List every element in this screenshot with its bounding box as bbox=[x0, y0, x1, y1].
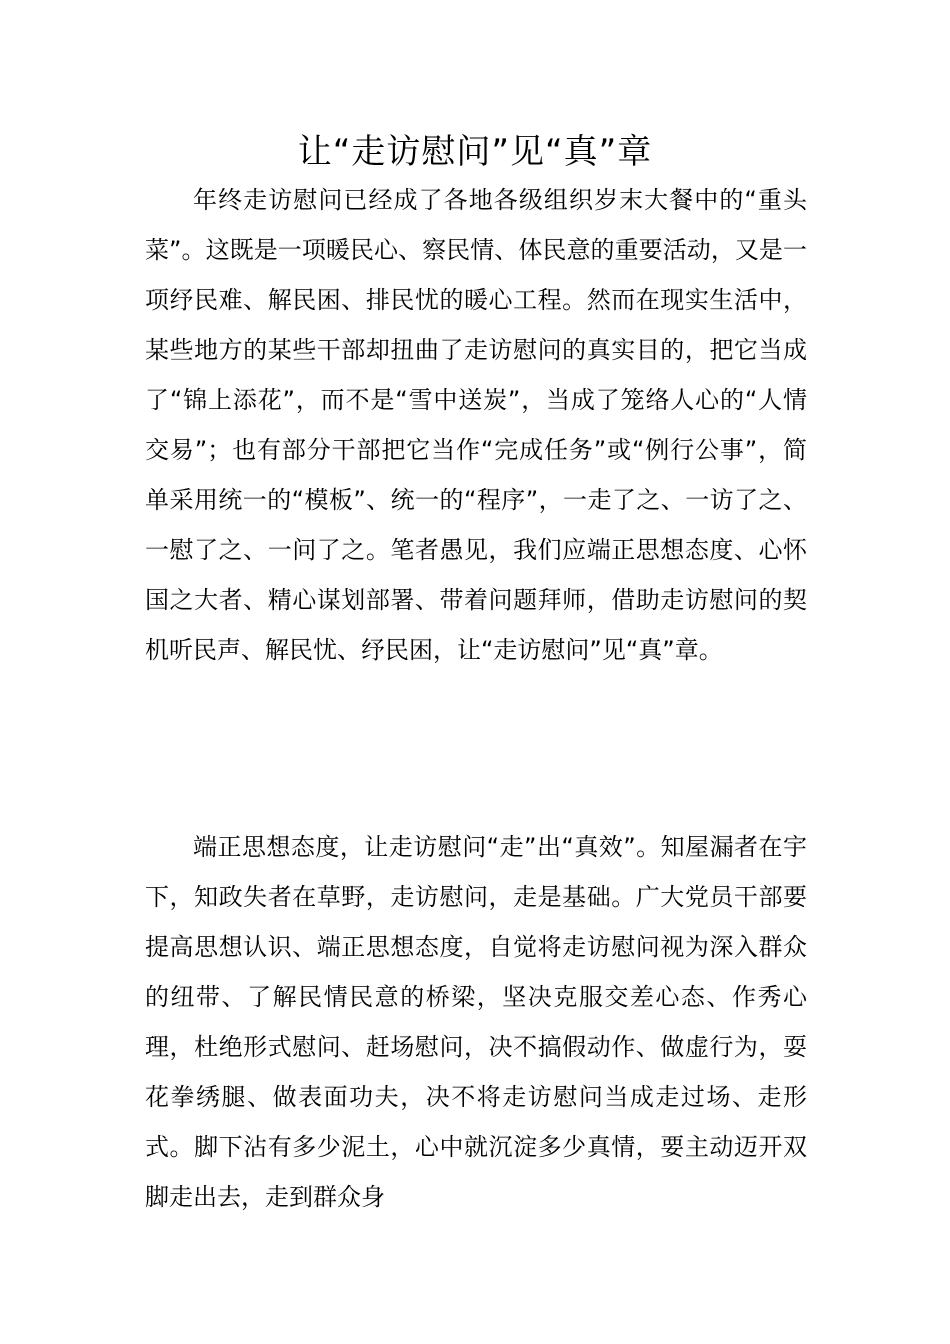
document-title: 让“走访慰问”见“真”章 bbox=[297, 132, 653, 172]
body-paragraph-1: 年终走访慰问已经成了各地各级组织岁末大餐中的“重头菜”。这既是一项暖民心、察民情、体民意的重要活动，又是一项纾民难、解民困、排民忧的暖心工程。然而在现实生活中，某些地方的某些干部却扭曲了走访慰问的真实目的，把它当成了“锦上添花”，而不是“雪中送炭”，当成了笼络人心的“人情交易”；也有部分干部把它当作“完成任务”或“例行公事”，简单采用统一的“模板”、统一的“程序”，一走了之、一访了之、一慰了之、一问了之。笔者愚见，我们应端正思想态度、心怀国之大者、精心谋划部署、带着问题拜师，借助走访慰问的契机听民声、解民忧、纾民困，让“走访慰问”见“真”章。 bbox=[145, 186, 807, 664]
body-paragraph-2: 端正思想态度，让走访慰问“走”出“真效”。知屋漏者在宇下，知政失者在草野，走访慰问，走是基础。广大党员干部要提高思想认识、端正思想态度，自觉将走访慰问视为深入群众的纽带、了解民情民意的桥梁，坚决克服交差心态、作秀心理，杜绝形式慰问、赶场慰问，决不搞假动作、做虚行为，耍花拳绣腿、做表面功夫，决不将走访慰问当成走过场、走形式。脚下沾有多少泥土，心中就沉淀多少真情，要主动迈开双脚走出去，走到群众身 bbox=[145, 833, 807, 1211]
